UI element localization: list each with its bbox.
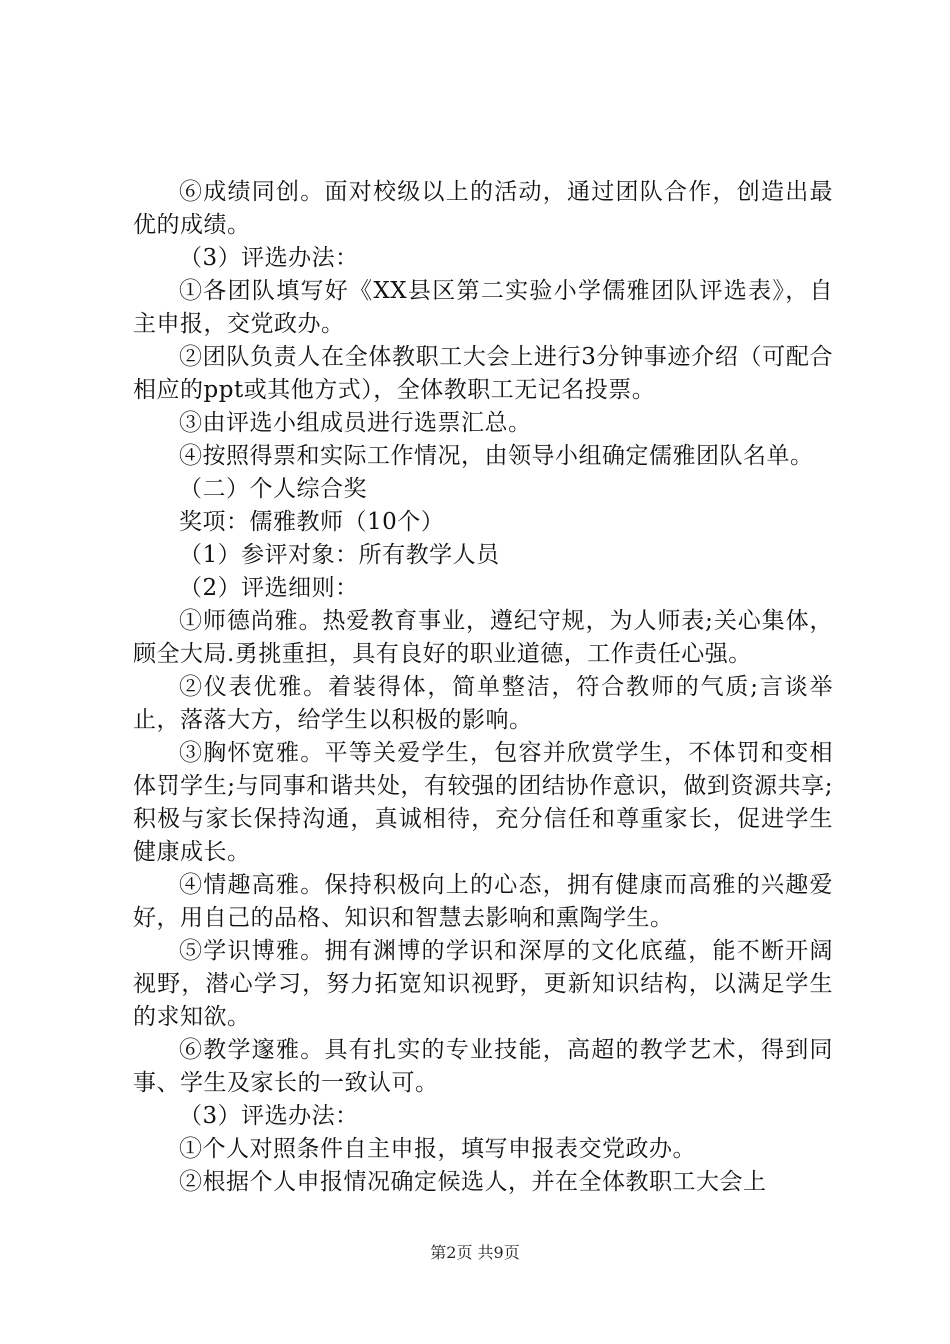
paragraph-15: ⑤学识博雅。拥有渊博的学识和深厚的文化底蕴，能不断开阔视野，潜心学习，努力拓宽知识视野，更新知识结构，以满足学生的求知欲。 xyxy=(133,938,833,1030)
paragraph-6: ④按照得票和实际工作情况，由领导小组确定儒雅团队名单。 xyxy=(179,443,814,469)
paragraph-14: ④情趣高雅。保持积极向上的心态，拥有健康而高雅的兴趣爱好，用自己的品格、知识和智慧去影响和熏陶学生。 xyxy=(133,872,833,931)
paragraph-13: ③胸怀宽雅。平等关爱学生，包容并欣赏学生，不体罚和变相体罚学生;与同事和谐共处，有较强的团结协作意识，做到资源共享;积极与家长保持沟通，真诚相待，充分信任和尊重家长，促进学生健康成长。 xyxy=(133,740,833,865)
document-body xyxy=(133,176,833,1199)
paragraph-2: （3）评选办法： xyxy=(179,245,359,271)
paragraph-3: ①各团队填写好《XX县区第二实验小学儒雅团队评选表》，自主申报，交党政办。 xyxy=(133,278,833,337)
paragraph-19: ②根据个人申报情况确定候选人，并在全体教职工大会上 xyxy=(179,1169,767,1195)
paragraph-16: ⑥教学邃雅。具有扎实的专业技能，高超的教学艺术，得到同事、学生及家长的一致认可。 xyxy=(133,1037,833,1096)
paragraph-7: （二）个人综合奖 xyxy=(179,476,367,502)
paragraph-9: （1）参评对象：所有教学人员 xyxy=(179,542,500,568)
paragraph-8: 奖项：儒雅教师（10个） xyxy=(179,509,445,535)
paragraph-1: ⑥成绩同创。面对校级以上的活动，通过团队合作，创造出最优的成绩。 xyxy=(133,179,833,238)
paragraph-10: （2）评选细则： xyxy=(179,575,359,601)
paragraph-18: ①个人对照条件自主申报，填写申报表交党政办。 xyxy=(179,1136,696,1162)
paragraph-17: （3）评选办法： xyxy=(179,1103,359,1129)
page-number-footer: 第2页 共9页 xyxy=(430,1243,520,1262)
paragraph-12: ②仪表优雅。着装得体，简单整洁，符合教师的气质;言谈举止，落落大方，给学生以积极的影响。 xyxy=(133,674,833,733)
paragraph-11: ①师德尚雅。热爱教育事业，遵纪守规，为人师表;关心集体，顾全大局.勇挑重担，具有良好的职业道德，工作责任心强。 xyxy=(133,608,833,667)
paragraph-4: ②团队负责人在全体教职工大会上进行3分钟事迹介绍（可配合相应的ppt或其他方式），全体教职工无记名投票。 xyxy=(133,344,833,403)
paragraph-5: ③由评选小组成员进行选票汇总。 xyxy=(179,410,532,436)
